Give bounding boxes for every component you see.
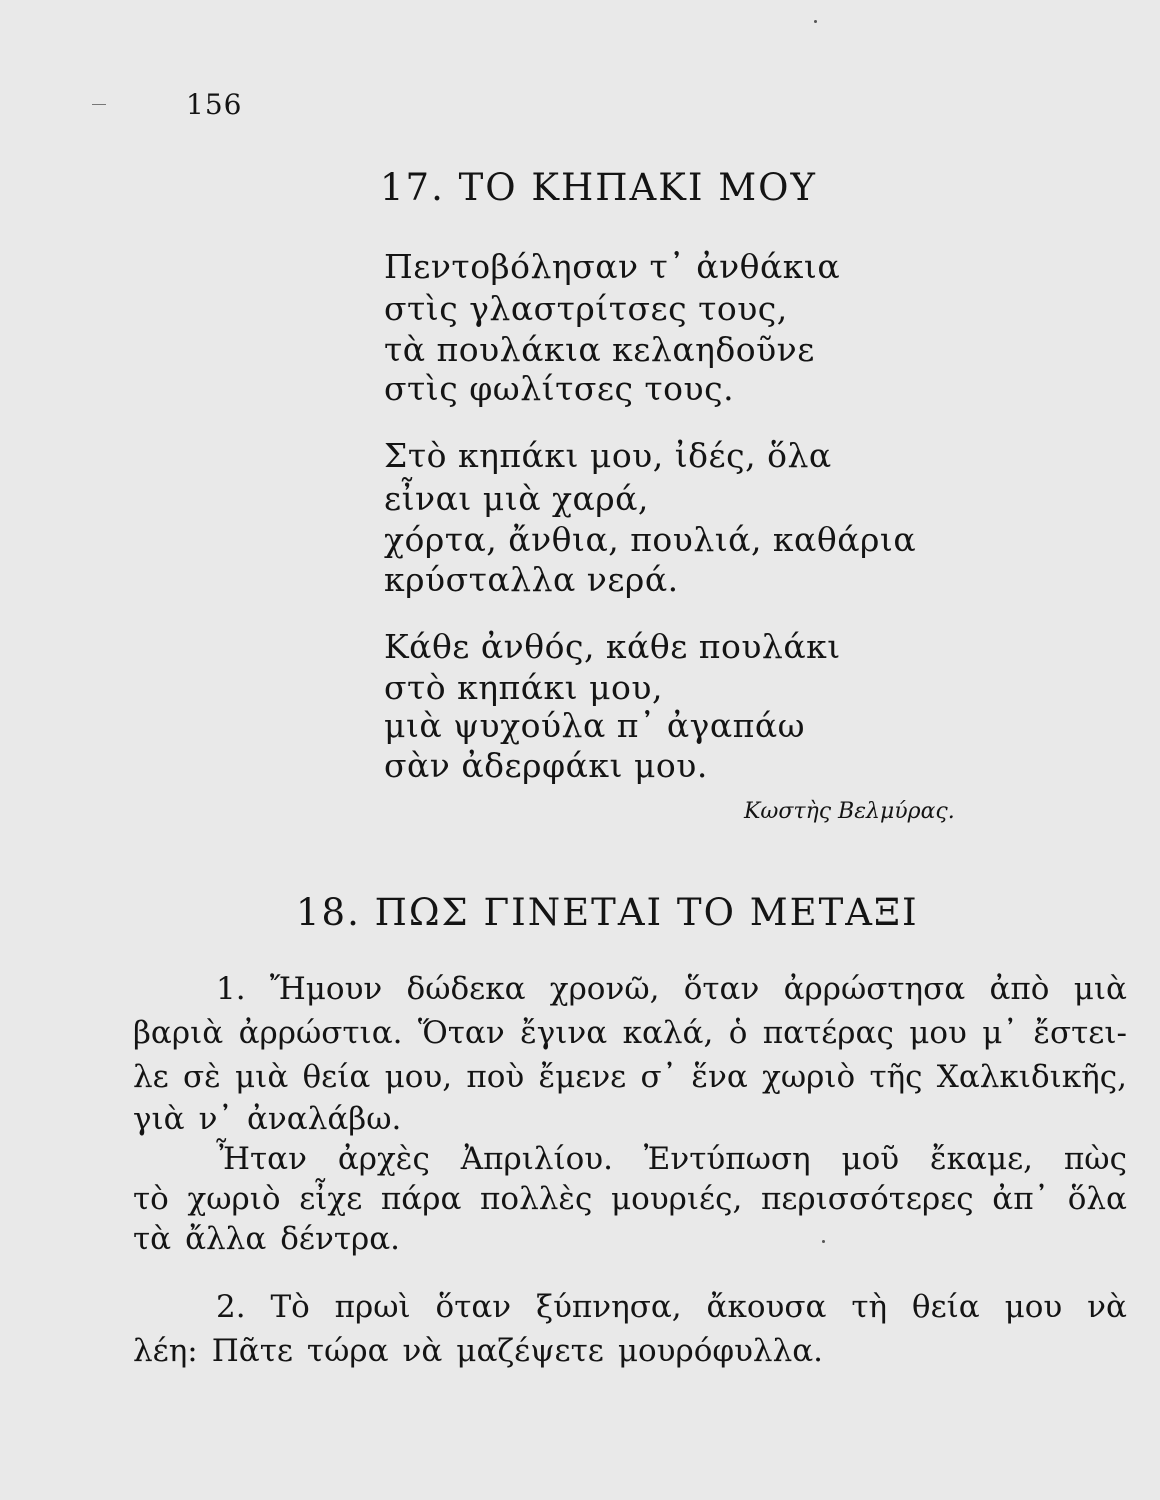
prose-line: [133, 1181, 1127, 1217]
word: τὴ: [851, 1289, 888, 1325]
poem-line: χόρτα, ἄνθια, πουλιά, καθάρια: [384, 520, 917, 559]
poem-title: 17. ΤΟ ΚΗΠΑΚΙ ΜΟΥ: [380, 166, 817, 209]
poem-line: Στὸ κηπάκι μου, ἰδές, ὅλα: [384, 436, 832, 475]
poem-line: στὸ κηπάκι μου,: [384, 668, 663, 707]
word: ποὺ: [466, 1059, 525, 1095]
prose-line: [216, 971, 1127, 1007]
word: Χαλκιδικῆς,: [936, 1059, 1127, 1095]
print-speck: [822, 1240, 825, 1243]
word: πὼς: [1063, 1141, 1127, 1177]
word: λέη:: [133, 1333, 198, 1369]
word: ὅλα: [1067, 1181, 1127, 1217]
word: πολλὲς: [480, 1181, 593, 1217]
poem-line: κρύσταλλα νερά.: [384, 560, 679, 599]
poem-line: Κάθε ἀνθός, κάθε πουλάκι: [384, 627, 841, 666]
word: μ᾿: [982, 1015, 1018, 1051]
prose-line: [216, 1141, 1127, 1177]
word: Ἀπριλίου.: [460, 1141, 614, 1177]
word: 2.: [216, 1289, 246, 1325]
word: μαζέψετε: [456, 1333, 604, 1369]
word: χωριὸ: [762, 1059, 856, 1095]
word: ἀρχὲς: [337, 1141, 430, 1177]
word: Ὅταν: [417, 1015, 505, 1051]
word: χρονῶ,: [549, 971, 660, 1007]
word: πατέρας: [762, 1015, 894, 1051]
word: μοῦ: [841, 1141, 900, 1177]
word: ὅταν: [435, 1289, 512, 1325]
word: ἔκαμε,: [930, 1141, 1034, 1177]
word: σὲ: [182, 1059, 221, 1095]
word: ἀπὸ: [989, 971, 1050, 1007]
word: μου,: [384, 1059, 453, 1095]
prose-line: [133, 1101, 1127, 1137]
word: ἔστει-: [1033, 1015, 1127, 1051]
poem-line: τὰ πουλάκια κελαηδοῦνε: [384, 330, 815, 369]
word: ἀναλάβω.: [246, 1101, 402, 1137]
word: χωριὸ: [187, 1181, 281, 1217]
prose-line: [216, 1289, 1127, 1325]
word: μου: [1004, 1289, 1063, 1325]
prose-line: [133, 1015, 1127, 1051]
word: ἄκουσα: [706, 1289, 827, 1325]
poem-line: μιὰ ψυχούλα π᾿ ἀγαπάω: [384, 706, 806, 745]
word: ἕνα: [691, 1059, 748, 1095]
word: μουριές,: [611, 1181, 743, 1217]
word: Πᾶτε: [211, 1333, 293, 1369]
word: Ἦταν: [216, 1141, 307, 1177]
word: Ἐντύπωση: [643, 1141, 811, 1177]
word: ἔγινα: [520, 1015, 608, 1051]
word: γιὰ: [133, 1101, 185, 1137]
poem-line: εἶναι μιὰ χαρά,: [384, 479, 649, 518]
word: πρωὶ: [334, 1289, 411, 1325]
word: μουρόφυλλα.: [617, 1333, 824, 1369]
word: Τὸ: [270, 1289, 310, 1325]
word: Ἤμουν: [269, 971, 383, 1007]
print-speck: [814, 20, 817, 23]
word: εἶχε: [299, 1181, 363, 1217]
section-title: 18. ΠΩΣ ΓΙΝΕΤΑΙ ΤΟ ΜΕΤΑΞΙ: [296, 891, 919, 934]
word: ἀρρώστησα: [783, 971, 966, 1007]
word: ὁ: [728, 1015, 748, 1051]
word: νὰ: [1087, 1289, 1127, 1325]
prose-line: [133, 1333, 1127, 1369]
page-number: 156: [186, 88, 243, 121]
poem-line: στὶς φωλίτσες τους.: [384, 369, 735, 408]
word: ὅταν: [683, 971, 760, 1007]
margin-mark: [92, 104, 106, 105]
word: περισσότερες: [760, 1181, 974, 1217]
prose-line: [133, 1059, 1127, 1095]
word: ἔμενε: [538, 1059, 627, 1095]
word: λε: [133, 1059, 169, 1095]
word: τὸ: [133, 1181, 169, 1217]
word: καλά,: [622, 1015, 714, 1051]
word: μου: [909, 1015, 967, 1051]
word: νὰ: [402, 1333, 443, 1369]
word: ν᾿: [198, 1101, 233, 1137]
word: σ᾿: [640, 1059, 678, 1095]
prose-line: [133, 1221, 1127, 1257]
word: ἀρρώστια.: [238, 1015, 403, 1051]
word: τῆς: [869, 1059, 923, 1095]
word: βαριὰ: [133, 1015, 224, 1051]
word: 1.: [216, 971, 246, 1007]
poem-line: σὰν ἀδερφάκι μου.: [384, 746, 708, 785]
poem-author: Κωστὴς Βελμύρας.: [744, 799, 955, 824]
word: μιὰ: [1073, 971, 1127, 1007]
word: δέντρα.: [280, 1221, 400, 1257]
word: θεία: [911, 1289, 980, 1325]
word: ἄλλα: [185, 1221, 267, 1257]
word: θεία: [302, 1059, 371, 1095]
word: δώδεκα: [406, 971, 526, 1007]
word: τὰ: [133, 1221, 172, 1257]
word: ξύπνησα,: [536, 1289, 682, 1325]
word: τώρα: [306, 1333, 389, 1369]
poem-line: στὶς γλαστρίτσες τους,: [384, 289, 788, 328]
poem-line: Πεντοβόλησαν τ᾿ ἀνθάκια: [384, 247, 841, 286]
word: μιὰ: [235, 1059, 289, 1095]
word: πάρα: [380, 1181, 462, 1217]
word: ἀπ᾿: [992, 1181, 1050, 1217]
